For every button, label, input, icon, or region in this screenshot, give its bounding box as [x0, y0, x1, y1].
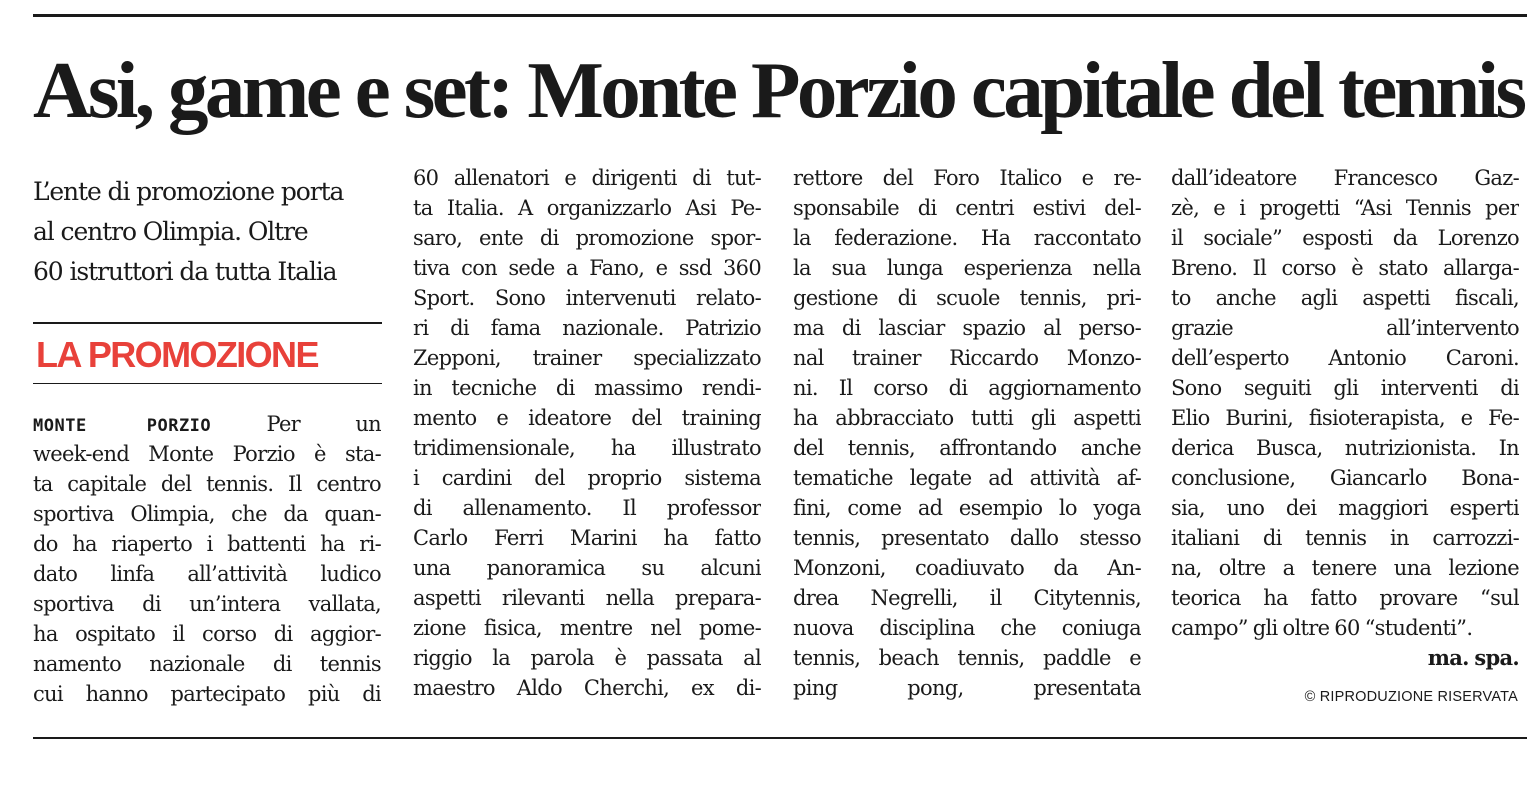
- text-line: ha ospitato il corso di aggior-: [33, 622, 381, 646]
- subtitle-line: L’ente di promozione porta: [33, 177, 344, 206]
- text-line: tridimensionale, ha illustrato: [413, 436, 761, 460]
- subtitle-line: al centro Olimpia. Oltre: [33, 217, 308, 246]
- kicker-rule-bottom: [33, 383, 382, 384]
- text-line: maestro Aldo Cherchi, ex di-: [413, 676, 761, 700]
- text-line: la federazione. Ha raccontato: [793, 226, 1141, 250]
- text-line: gestione di scuole tennis, pri-: [793, 286, 1141, 310]
- text-line: dell’esperto Antonio Caroni.: [1171, 346, 1519, 370]
- text-line: ni. Il corso di aggiornamento: [793, 376, 1141, 400]
- text-line: di allenamento. Il professor: [413, 496, 761, 520]
- text-line: sponsabile di centri estivi del-: [793, 196, 1141, 220]
- text-line: Sono seguiti gli interventi di: [1171, 376, 1519, 400]
- copyright-notice: © RIPRODUZIONE RISERVATA: [1304, 689, 1518, 705]
- text-line: nal trainer Riccardo Monzo-: [793, 346, 1141, 370]
- text-line: saro, ente di promozione spor-: [413, 226, 761, 250]
- text-line: i cardini del proprio sistema: [413, 466, 761, 490]
- text-line: tennis, presentato dallo stesso: [793, 526, 1141, 550]
- text-line: Monzoni, coadiuvato da An-: [793, 556, 1141, 580]
- article-column-4: [1171, 163, 1519, 673]
- text-line: del tennis, affrontando anche: [793, 436, 1141, 460]
- text-line: sportiva di un’intera vallata,: [33, 592, 381, 616]
- text-line: ta Italia. A organizzarlo Asi Pe-: [413, 196, 761, 220]
- text-line: mento e ideatore del training: [413, 406, 761, 430]
- headline: Asi, game e set: Monte Porzio capitale del tennis: [33, 45, 1524, 135]
- text-line: Zepponi, trainer specializzato: [413, 346, 761, 370]
- text-line: tiva con sede a Fano, e ssd 360: [413, 256, 761, 280]
- text-line: Carlo Ferri Marini ha fatto: [413, 526, 761, 550]
- text-line: ping pong, presentata: [793, 676, 1141, 700]
- text-line: italiani di tennis in carrozzi-: [1171, 526, 1519, 550]
- text-line: fini, come ad esempio lo yoga: [793, 496, 1141, 520]
- text-line: riggio la parola è passata al: [413, 646, 761, 670]
- text-line: do ha riaperto i battenti ha ri-: [33, 532, 381, 556]
- text-line: Elio Burini, fisioterapista, e Fe-: [1171, 406, 1519, 430]
- text-line: ta capitale del tennis. Il centro: [33, 472, 381, 496]
- text-line: tematiche legate ad attività af-: [793, 466, 1141, 490]
- article-column-2: [413, 163, 761, 703]
- text-line: cui hanno partecipato più di: [33, 682, 381, 706]
- text-line: derica Busca, nutrizionista. In: [1171, 436, 1519, 460]
- section-kicker: LA PROMOZIONE: [36, 334, 318, 375]
- text-line: sportiva Olimpia, che da quan-: [33, 502, 381, 526]
- text-line: 60 allenatori e dirigenti di tut-: [413, 166, 761, 190]
- text-line: to anche agli aspetti fiscali,: [1171, 286, 1519, 310]
- text-line: sia, uno dei maggiori esperti: [1171, 496, 1519, 520]
- bottom-rule: [33, 737, 1527, 739]
- text-line: ha abbracciato tutti gli aspetti: [793, 406, 1141, 430]
- article-column-3: [793, 163, 1141, 703]
- text-line: tennis, beach tennis, paddle e: [793, 646, 1141, 670]
- text-line: la sua lunga esperienza nella: [793, 256, 1141, 280]
- first-line: [33, 409, 381, 439]
- text-line: ma di lasciar spazio al perso-: [793, 316, 1141, 340]
- text-line: nuova disciplina che coniuga: [793, 616, 1141, 640]
- author-signature: ma. spa.: [1427, 645, 1519, 670]
- top-rule: [33, 14, 1527, 17]
- first-line-text: Per un: [266, 412, 381, 436]
- text-line: teorica ha fatto provare “sul: [1171, 586, 1519, 610]
- text-line: zione fisica, mentre nel pome-: [413, 616, 761, 640]
- text-line: aspetti rilevanti nella prepara-: [413, 586, 761, 610]
- text-line: rettore del Foro Italico e re-: [793, 166, 1141, 190]
- article-column-1: [33, 409, 381, 709]
- text-line: una panoramica su alcuni: [413, 556, 761, 580]
- text-line: namento nazionale di tennis: [33, 652, 381, 676]
- text-line: na, oltre a tenere una lezione: [1171, 556, 1519, 580]
- dateline: MONTE PORZIO: [33, 416, 212, 436]
- text-line: conclusione, Giancarlo Bona-: [1171, 466, 1519, 490]
- text-line: dato linfa all’attività ludico: [33, 562, 381, 586]
- text-line: zè, e i progetti “Asi Tennis per: [1171, 196, 1519, 220]
- text-line: drea Negrelli, il Citytennis,: [793, 586, 1141, 610]
- text-line: dall’ideatore Francesco Gaz-: [1171, 166, 1519, 190]
- text-line: grazie all’intervento: [1171, 316, 1519, 340]
- text-line: ri di fama nazionale. Patrizio: [413, 316, 761, 340]
- text-line: week-end Monte Porzio è sta-: [33, 442, 381, 466]
- subtitle-line: 60 istruttori da tutta Italia: [33, 257, 337, 286]
- text-line: Breno. Il corso è stato allarga-: [1171, 256, 1519, 280]
- text-line: in tecniche di massimo rendi-: [413, 376, 761, 400]
- text-line: campo” gli oltre 60 “studenti”.: [1171, 616, 1473, 640]
- text-line: Sport. Sono intervenuti relato-: [413, 286, 761, 310]
- subtitle: [33, 172, 383, 292]
- kicker-rule-top: [33, 322, 382, 324]
- text-line: il sociale” esposti da Lorenzo: [1171, 226, 1519, 250]
